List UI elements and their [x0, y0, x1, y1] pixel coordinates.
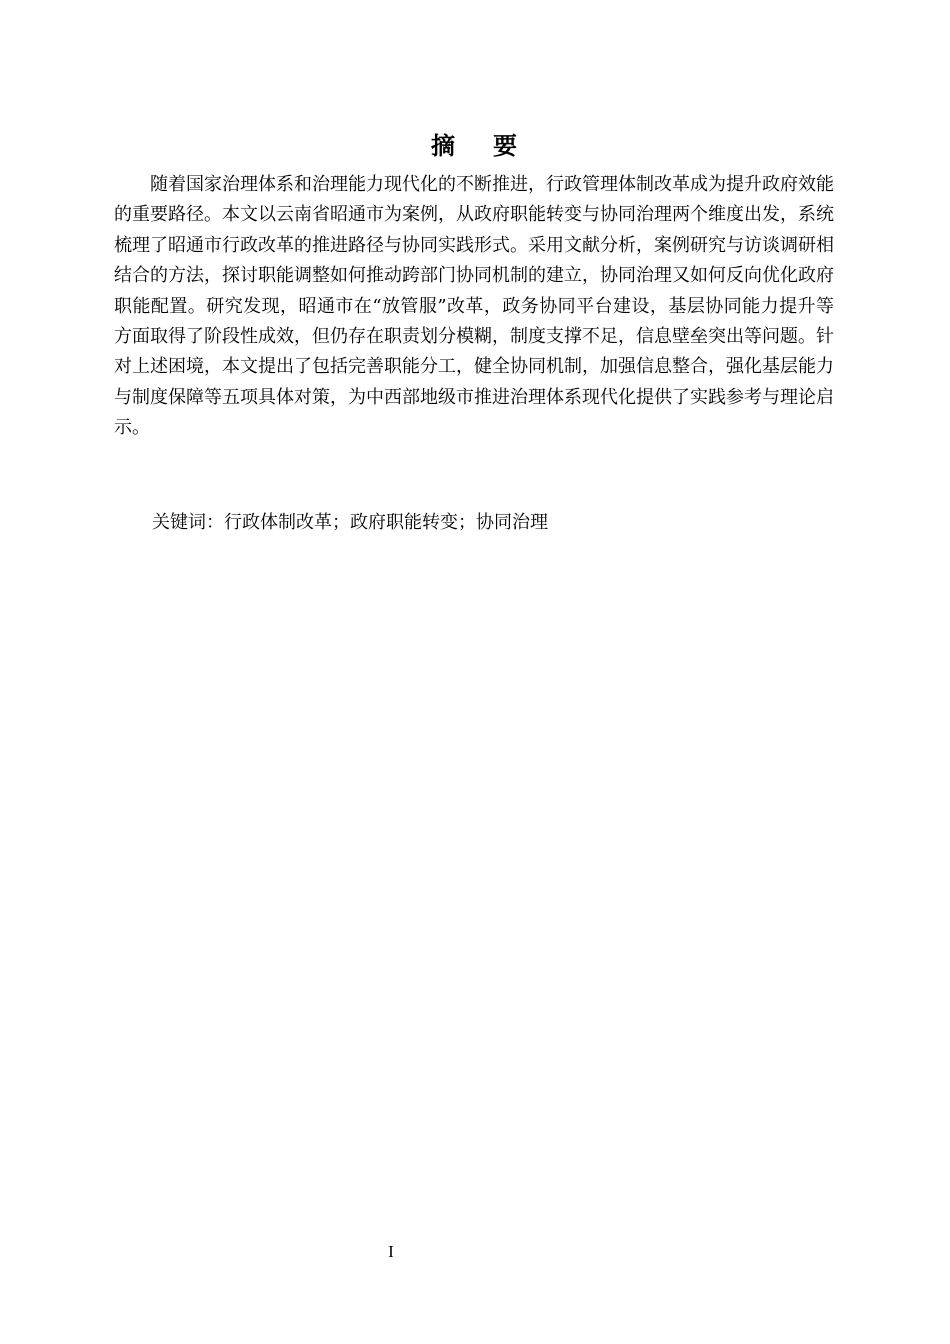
page-number: I: [388, 1242, 394, 1261]
keywords-line: [152, 508, 548, 538]
abstract-title: [0, 128, 950, 164]
keywords-text: 行政体制改革；政府职能转变；协同治理: [224, 512, 548, 533]
abstract-body: 随着国家治理体系和治理能力现代化的不断推进，行政管理体制改革成为提升政府效能的重要路径。本文以云南省昭通市为案例，从政府职能转变与协同治理两个维度出发，系统梳理了昭通市行政改革的推进路径与协同实践形式。采用文献分析，案例研究与访谈调研相结合的方法，探讨职能调整如何推动跨部门协同机制的建立，协同治理又如何反向优化政府职能配置。研究发现，昭通市在“放管服”改革，政务协同平台建设，基层协同能力提升等方面取得了阶段性成效，但仍存在职责划分模糊，制度支撑不足，信息壁垒突出等问题。针对上述困境，本文提出了包括完善职能分工，健全协同机制，加强信息整合，强化基层能力与制度保障等五项具体对策，为中西部地级市推进治理体系现代化提供了实践参考与理论启示。: [114, 174, 834, 439]
keywords-label: 关键词：: [152, 512, 224, 533]
abstract-title-first-char: 摘: [431, 132, 457, 160]
abstract-title-second-char: 要: [493, 132, 519, 160]
